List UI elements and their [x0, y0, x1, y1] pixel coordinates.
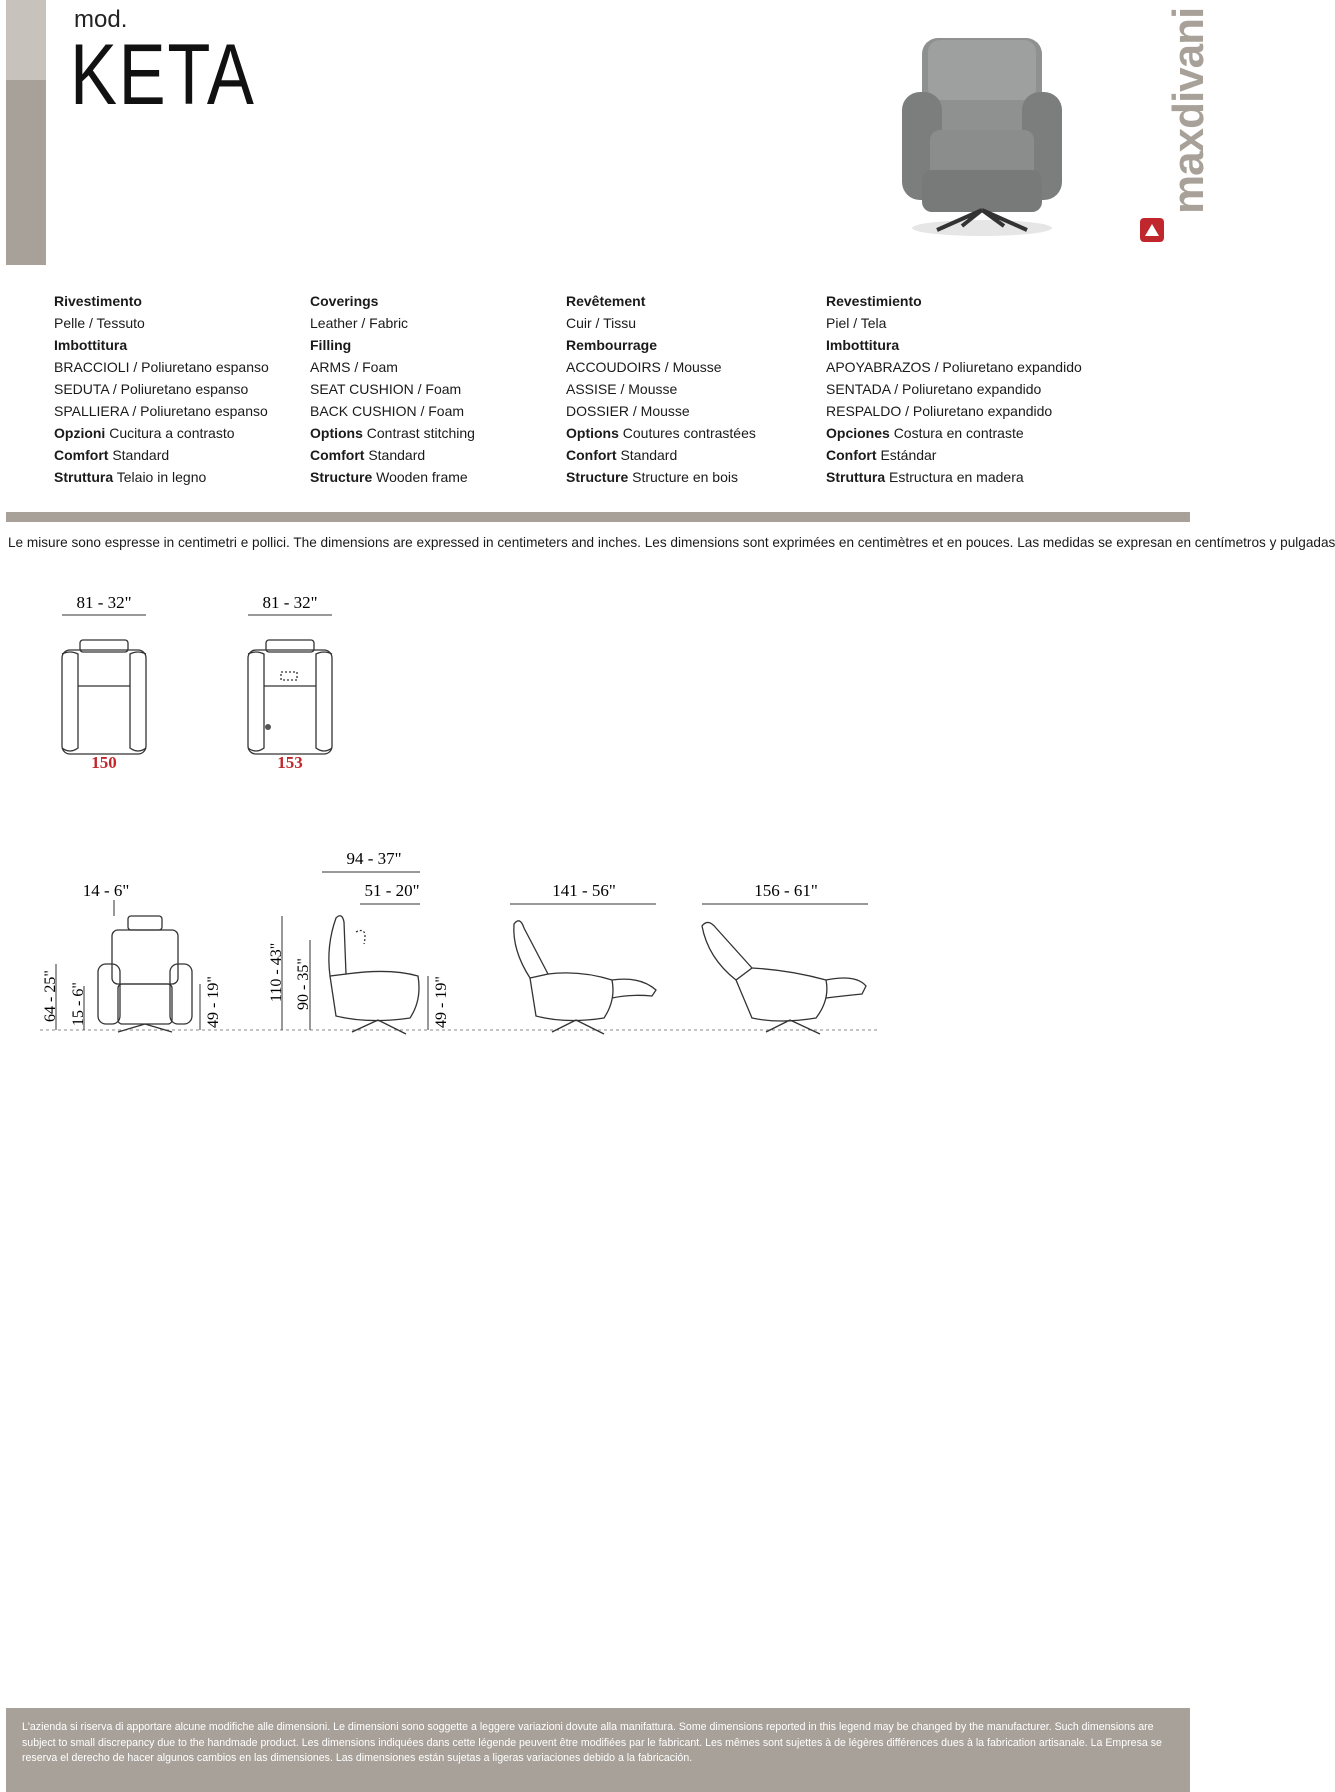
spec-line: RESPALDO / Poliuretano expandido — [826, 403, 1053, 419]
spec-label: Comfort — [54, 447, 109, 463]
spec-label: Opzioni — [54, 425, 106, 441]
spec-line: SPALLIERA / Poliuretano espanso — [54, 403, 268, 419]
spec-heading: Imbottitura — [54, 337, 128, 353]
spec-label: Struttura — [826, 469, 886, 485]
spec-heading: Revêtement — [566, 293, 646, 309]
recline2-depth-label: 156 - 61" — [754, 881, 818, 900]
spec-line: ASSISE / Mousse — [566, 381, 678, 397]
spec-heading: Rivestimento — [54, 293, 142, 309]
spec-line: DOSSIER / Mousse — [566, 403, 690, 419]
mod-label: mod. — [74, 6, 128, 33]
spec-value: Coutures contrastées — [622, 425, 756, 441]
spec-line: SENTADA / Poliuretano expandido — [826, 381, 1042, 397]
model-title: KETA — [70, 27, 256, 123]
front-leg-height-label: 15 - 6" — [70, 982, 87, 1026]
top-view-153-shape — [248, 640, 332, 754]
recline2-shape — [702, 922, 866, 1034]
spec-value: Standard — [112, 447, 170, 463]
spec-value: Estructura en madera — [889, 469, 1024, 485]
side-view-shape — [329, 916, 419, 1034]
side-depth-seat-label: 51 - 20" — [364, 881, 420, 900]
spec-heading: Imbottitura — [826, 337, 900, 353]
spec-value: Wooden frame — [376, 469, 468, 485]
recliner-button-icon — [265, 724, 271, 730]
spec-line: SEDUTA / Poliuretano espanso — [54, 381, 249, 397]
side-view-drawings — [0, 840, 900, 1040]
side-height-max-label: 110 - 43" — [268, 942, 285, 1002]
spec-heading: Rembourrage — [566, 337, 658, 353]
measurement-note: Le misure sono espresse in centimetri e pollici. The dimensions are expressed in centimeters and inches. Les dimensions sont exprimées en centimètres et en pouces. Las medidas se expresan en centímetros y pulgadas — [8, 535, 1335, 550]
top-view-153-width: 81 - 32" — [262, 593, 318, 612]
spec-column-fr — [566, 290, 756, 488]
spec-label: Confort — [566, 447, 617, 463]
side-height-back-label: 90 - 35" — [295, 958, 312, 1010]
spec-column-es — [826, 290, 1082, 488]
recline1-depth-label: 141 - 56" — [552, 881, 616, 900]
spec-label: Structure — [310, 469, 373, 485]
spec-column-en — [310, 290, 475, 488]
top-view-150-code: 150 — [91, 753, 117, 772]
spec-label: Struttura — [54, 469, 114, 485]
spec-line: APOYABRAZOS / Poliuretano expandido — [826, 359, 1082, 375]
spec-label: Structure — [566, 469, 629, 485]
spec-line: SEAT CUSHION / Foam — [310, 381, 462, 397]
armchair-photo — [892, 30, 1072, 240]
side-seat-height-label: 49 - 19" — [433, 976, 450, 1028]
spec-line: BACK CUSHION / Foam — [310, 403, 465, 419]
brand-wordmark: maxdivani — [1164, 7, 1213, 214]
spec-value: Costura en contraste — [893, 425, 1024, 441]
spec-value: Pelle / Tessuto — [54, 315, 145, 331]
side-depth-total-label: 94 - 37" — [346, 849, 402, 868]
section-divider — [6, 512, 1190, 522]
top-view-150-shape — [62, 640, 146, 754]
spec-label: Confort — [826, 447, 877, 463]
top-view-drawings — [0, 580, 400, 780]
spec-line: ACCOUDOIRS / Mousse — [566, 359, 722, 375]
front-view-shape — [98, 916, 192, 1032]
spec-label: Opciones — [826, 425, 890, 441]
spec-value: Structure en bois — [632, 469, 738, 485]
top-view-153-code: 153 — [277, 753, 303, 772]
spec-label: Options — [310, 425, 363, 441]
spec-value: Piel / Tela — [826, 315, 887, 331]
spec-value: Cuir / Tissu — [566, 315, 637, 331]
spec-heading: Filling — [310, 337, 352, 353]
footer-disclaimer: L'azienda si riserva di apportare alcune modifiche alle dimensioni. Le dimensioni sono soggette a leggere variazioni dovute alla manifattura. Some dimensions reported in this legend may be changed by the manufacturer. Such dimensions are subject to small discrepancy due to the handmade product. Les dimensions indiquées dans cette légende peuvent être modifiées par le fabricant. Les mêmes sont sujettes à de légères différences dues à la fabrication artisanale. La Empresa se reserva el derecho de hacer algunos cambios en las dimensiones. Las dimensiones están sujetas a ligeras variaciones debido a la fabricación. — [22, 1721, 1162, 1764]
sidebar-accent-dark — [6, 80, 46, 265]
spec-value: Contrast stitching — [366, 425, 475, 441]
spec-line: ARMS / Foam — [310, 359, 398, 375]
front-total-height-label: 64 - 25" — [42, 970, 59, 1022]
spec-value: Standard — [620, 447, 678, 463]
front-headrest-label: 14 - 6" — [82, 881, 130, 900]
spec-value: Leather / Fabric — [310, 315, 409, 331]
spec-label: Comfort — [310, 447, 365, 463]
spec-line: BRACCIOLI / Poliuretano espanso — [54, 359, 269, 375]
front-seat-height-label: 49 - 19" — [205, 976, 222, 1028]
sidebar-accent-light — [6, 0, 46, 80]
spec-value: Estándar — [880, 447, 937, 463]
spec-heading: Coverings — [310, 293, 379, 309]
spec-column-it — [54, 290, 269, 488]
top-view-150-width: 81 - 32" — [76, 593, 132, 612]
spec-label: Options — [566, 425, 619, 441]
spec-value: Cucitura a contrasto — [109, 425, 235, 441]
recline1-shape — [514, 921, 656, 1034]
footer-band — [6, 1708, 1190, 1792]
spec-value: Telaio in legno — [116, 469, 207, 485]
spec-heading: Revestimiento — [826, 293, 922, 309]
spec-value: Standard — [368, 447, 426, 463]
